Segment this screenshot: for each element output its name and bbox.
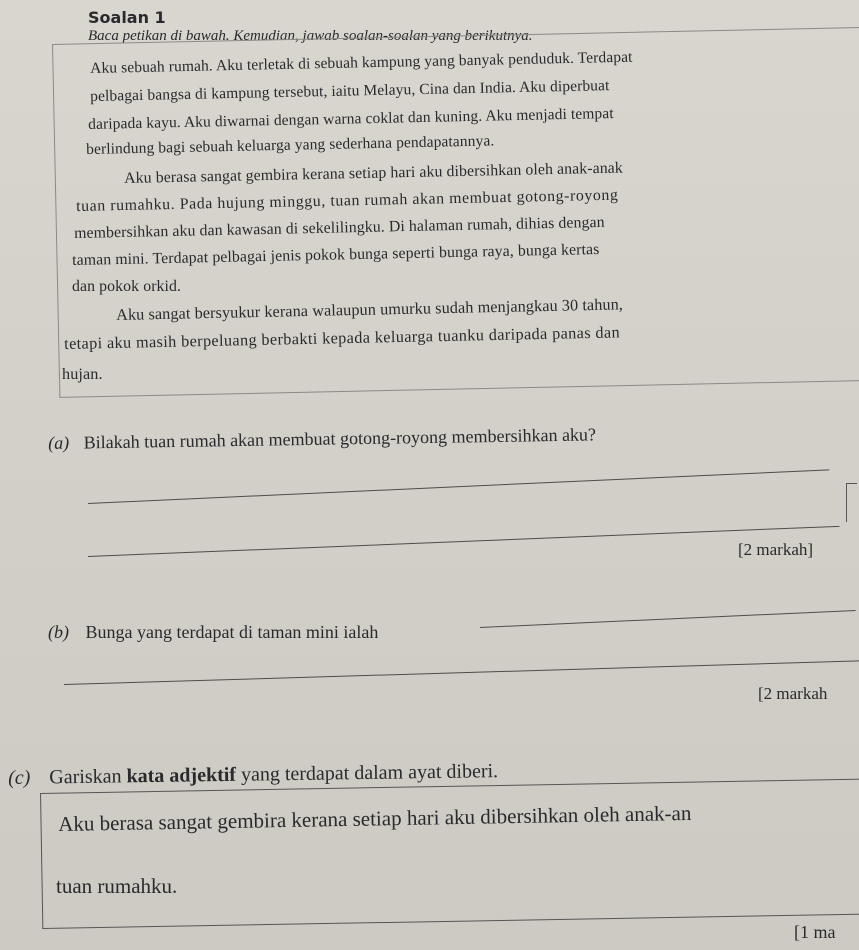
question-heading: Soalan 1 [88, 8, 166, 27]
passage-line: pelbagai bangsa di kampung tersebut, iaitu Melayu, Cina dan India. Aku diperbuat [90, 77, 610, 105]
answer-line-b1[interactable] [480, 610, 856, 628]
instruction-text: Baca petikan di bawah. Kemudian, jawab soalan-soalan yang berikutnya. [88, 28, 533, 44]
question-c-label: (c) [8, 766, 31, 789]
question-b [48, 622, 378, 643]
question-a [48, 424, 596, 454]
passage-line: membersihkan aku dan kawasan di sekelilingku. Di halaman rumah, dihias dengan [74, 213, 605, 242]
marks-a [738, 540, 813, 560]
passage-line: Aku sangat bersyukur kerana walaupun umurku sudah menjangkau 30 tahun, [116, 295, 624, 324]
sentence-line-1[interactable]: Aku berasa sangat gembira kerana setiap hari aku dibersihkan oleh anak-an [58, 800, 692, 836]
question-c-post: yang terdapat dalam ayat diberi. [235, 760, 499, 786]
question-a-text: Bilakah tuan rumah akan membuat gotong-royong membersihkan aku? [83, 424, 597, 453]
question-c-bold: kata adjektif [126, 763, 237, 788]
marks-c-text: [1 ma [794, 922, 836, 942]
passage-line: tuan rumahku. Pada hujung minggu, tuan rumah akan membuat gotong-royong [76, 186, 619, 215]
passage-line: hujan. [62, 365, 103, 383]
passage-line: daripada kayu. Aku diwarnai dengan warna coklat dan kuning. Aku menjadi tempat [88, 104, 614, 133]
question-a-label: (a) [48, 432, 70, 453]
passage-line: dan pokok orkid. [72, 278, 182, 295]
question-b-label: (b) [48, 622, 69, 642]
marks-b [758, 684, 827, 704]
passage-line: taman mini. Terdapat pelbagai jenis pokok bunga seperti bunga raya, bunga kertas [72, 240, 600, 269]
question-c-pre: Gariskan [49, 765, 127, 789]
passage-line: berlindung bagi sebuah keluarga yang sederhana pendapatannya. [86, 132, 495, 158]
answer-line-b2[interactable] [64, 660, 859, 685]
marks-c [794, 922, 835, 943]
marks-b-text: [2 markah [758, 684, 828, 703]
answer-line-a2[interactable] [88, 526, 839, 557]
question-b-text: Bunga yang terdapat di taman mini ialah [85, 622, 379, 642]
passage-line: Aku berasa sangat gembira kerana setiap hari aku dibersihkan oleh anak-anak [124, 159, 624, 187]
answer-line-a1[interactable] [88, 469, 829, 504]
passage-line: Aku sebuah rumah. Aku terletak di sebuah kampung yang banyak penduduk. Terdapat [90, 48, 633, 77]
margin-bracket [846, 483, 857, 522]
passage-line: tetapi aku masih berpeluang berbakti kepada keluarga tuanku daripada panas dan [64, 323, 621, 353]
sentence-box [40, 778, 859, 928]
sentence-line-2[interactable]: tuan rumahku. [56, 874, 178, 898]
marks-a-text: [2 markah] [738, 540, 814, 559]
